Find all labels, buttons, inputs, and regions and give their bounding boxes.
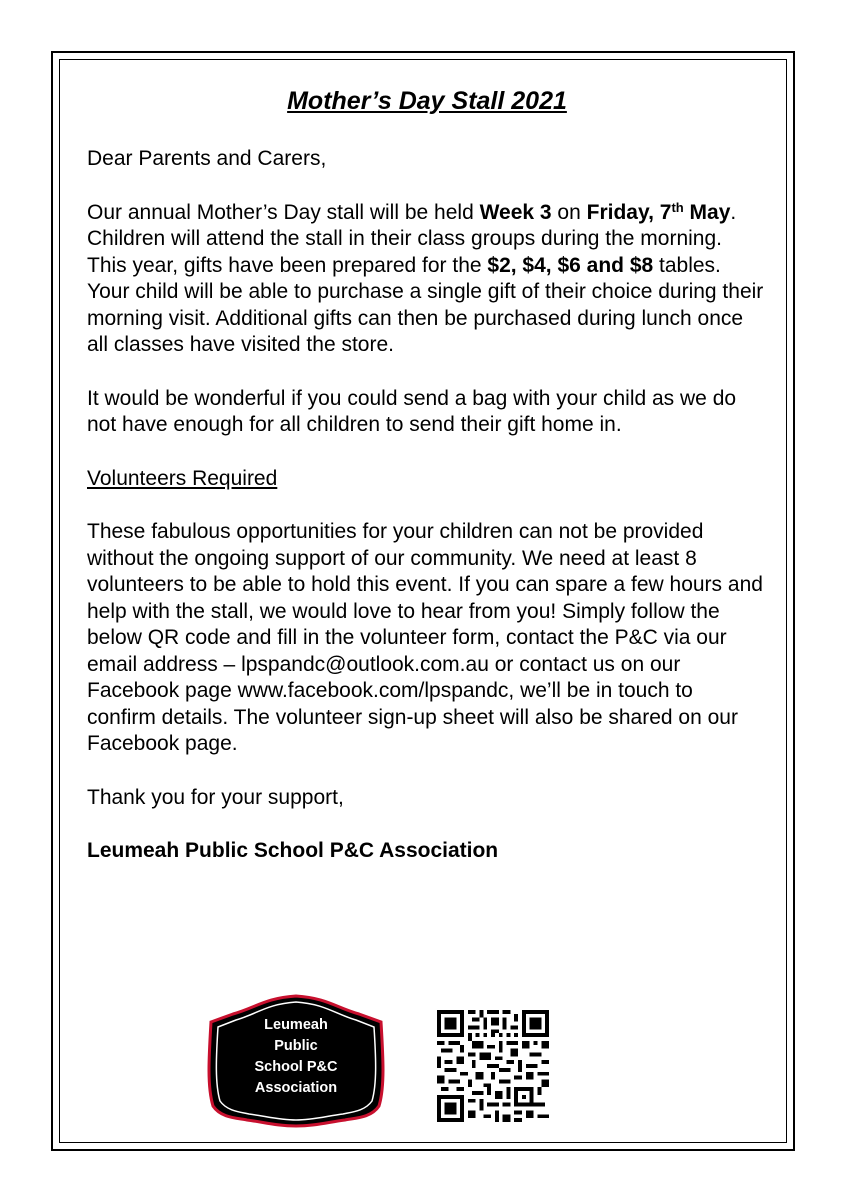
thanks-line: Thank you for your support, <box>87 785 344 809</box>
qr-code-icon[interactable] <box>437 1010 549 1122</box>
badge-text: Leumeah Public School P&C Association <box>254 1017 338 1096</box>
volunteers-heading: Volunteers Required <box>87 466 278 490</box>
logo-area <box>205 994 555 1129</box>
page-title: Mother’s Day Stall 2021 <box>287 87 567 115</box>
letter-body <box>87 84 767 865</box>
intro-paragraph: Our annual Mother’s Day stall will be held Week 3 on Friday, 7th May. Children will attend the stall in their class groups during the morning. This year, gifts have been prepared for the $2, $4, $6 and $8 tables. Your child will be able to purchase a single gift of their choice during their morning visit. Additional gifts can then be purchased during lunch once all classes have visited the store. <box>87 199 764 356</box>
volunteers-paragraph: These fabulous opportunities for your children can not be provided without the ongoing support of our community. We need at least 8 volunteers to be able to hold this event. If you can spare a few hours and help with the stall, we would love to hear from you! Simply follow the below QR code and fill in the volunteer form, contact the P&C via our email address – lpspandc@outlook.com.au or contact us on our Facebook page www.facebook.com/lpspandc, we’ll be in touch to confirm details. The volunteer sign-up sheet will also be shared on our Facebook page. <box>87 520 763 755</box>
association-signature: Leumeah Public School P&C Association <box>87 839 499 862</box>
bag-paragraph: It would be wonderful if you could send a bag with your child as we do not have enough for all children to send their gift home in. <box>87 386 737 436</box>
salutation: Dear Parents and Carers, <box>87 147 327 170</box>
association-badge-logo <box>205 994 387 1128</box>
